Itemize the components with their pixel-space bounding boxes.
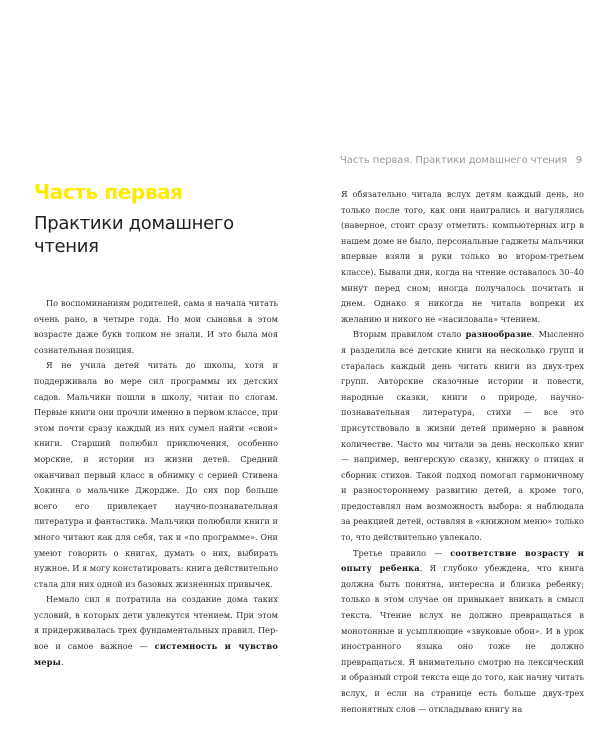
paragraph-text: . Я глубоко убеждена, что книга должна быть понятна, интересна и близка ребенку; только в этом случае он привыкает вникать в смысл текста. Чтение вслух не должно превращаться в монотонные и усыпляющие «звуковые обои». И в урок иностранного языка оно тоже не должно превращаться. Я внимательно смотрю на лексический и образный строй текста еще до того, как начну читать вслух, и если на странице есть больше двух-трех непонятных слов — откладываю книгу на xyxy=(341,563,584,714)
paragraph: По воспоминаниям родителей, сама я начала читать очень рано, в четыре года. Но мои сыновья в этом возрасте даже букв толком не знали. И это была моя сознательная позиция. xyxy=(34,298,278,355)
left-column-text xyxy=(34,296,278,670)
paragraph xyxy=(34,592,278,670)
paragraph-text: . Мысленно я разделила все детские книги на несколько групп и старалась каждый день читать книги из двух-трех групп. Авторские сказочные истории и повести, народные сказки, книги о природе, научно-познавательная литература, стихи — все это присутствовало в жизни детей примерно в равном количестве. Часто мы читали за день несколько книг — например, венгерскую сказку, книжку о птицах и сборник стихов. Такой подход помогал гармоничному и разностороннему развитию детей, а кроме того, предоставлял нам возможность выбора: я наблюдала за реакцией детей, оставляя в «книжном меню» только то, что действительно увлекало. xyxy=(341,329,584,543)
right-column-text xyxy=(341,187,584,717)
emphasis-systematic: системность и чувство меры xyxy=(34,641,278,667)
chapter-title: Практики домашнего чтения xyxy=(34,213,234,257)
right-page xyxy=(300,0,600,750)
paragraph xyxy=(341,327,584,545)
paragraph-text: Вторым правилом стало xyxy=(353,329,466,340)
part-label: Часть первая xyxy=(34,180,183,204)
paragraph-text: Третье правило — xyxy=(353,547,451,558)
paragraph-text: Немало сил я потратила на создание дома таких условий, в которых дети увлекутся чтением. При этом я придерживалась трех фундаментальных правил. Первое и самое важное — xyxy=(34,594,278,652)
running-header xyxy=(340,155,582,166)
running-title: Часть первая. Практики домашнего чтения xyxy=(340,155,568,166)
paragraph-end: . xyxy=(61,656,64,667)
page-number: 9 xyxy=(575,155,582,166)
paragraph: Я не учила детей читать до школы, хотя и поддерживала во мере сил программы их детских садов. Мальчики пошли в школу, читая по слогам. Первые книги они прочли именно в первом классе, при этом почти сразу каждый из них сумел найти «свои» книги. Старший полюбил приключения, особенно морские, и истории из жизни детей. Средний оканчивал первый класс в обнимку с серией Стивена Хокинга о мальчике Джордже. До сих пор больше всего его привлекает научно-познавательная литература и фантастика. Мальчики полюбили книги и много читают как для себя, так и «по программе». Они умеют говорить о книгах, думать о них, выбирать нужное. И я могу констатировать: книга действительно стала для них одной из базовых жизненных привычек. xyxy=(34,360,279,589)
paragraph xyxy=(341,546,584,718)
emphasis-variety: разнообразие xyxy=(465,329,532,340)
paragraph: Я обязательно читала вслух детям каждый день, но только после того, как они наигрались и нагулялись (наверное, стоит сразу отметить: компьютерных игр в нашем доме не было, персональные гаджеты мальчики впервые взяли в руки только во втором-третьем классе). Бывали дни, когда на чтение оставалось 30–40 минут перед сном; иногда получалось почитать и днем. Однако я никогда не читала вопреки их желанию и никого не «насиловала» чтением. xyxy=(341,189,584,324)
emphasis-age: соответствие возрасту и опыту ребенка xyxy=(341,547,585,574)
